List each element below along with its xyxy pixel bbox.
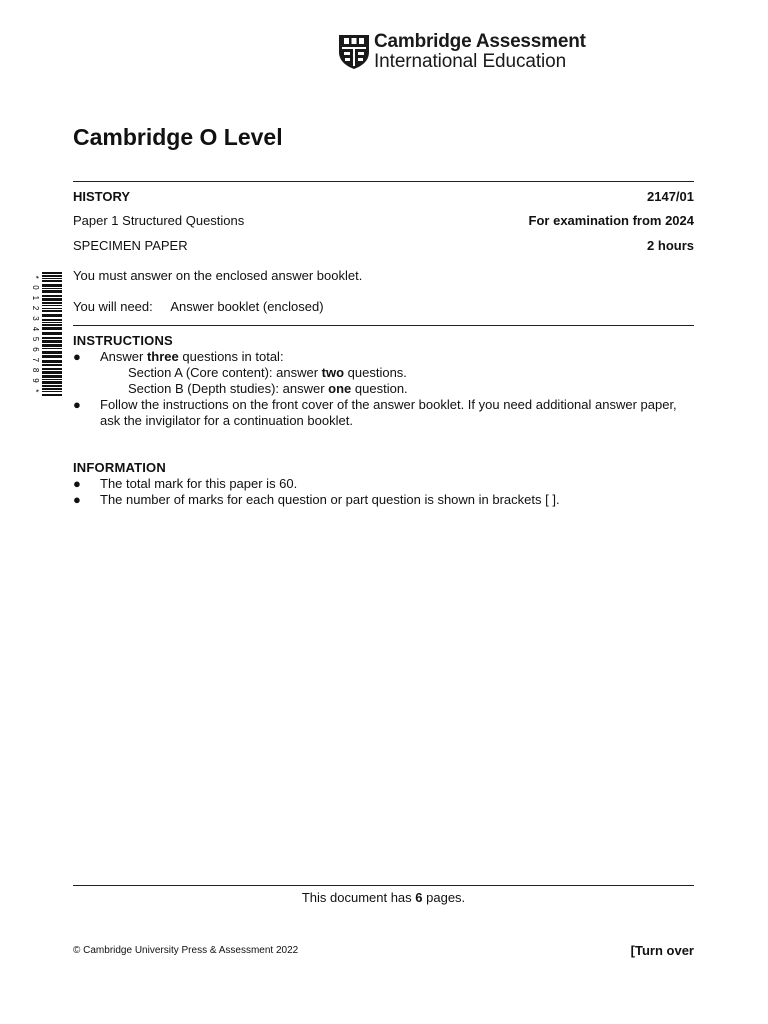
turn-over: [Turn over	[630, 943, 694, 958]
barcode-digit: 8	[30, 367, 40, 373]
instructions-heading: INSTRUCTIONS	[73, 333, 173, 348]
paper-type: SPECIMEN PAPER	[73, 238, 188, 253]
bullet-icon: ●	[73, 349, 81, 364]
barcode-bar	[42, 280, 62, 282]
barcode-bar	[42, 327, 62, 330]
barcode	[30, 272, 62, 396]
barcode-digit: 3	[30, 316, 40, 321]
barcode-bar	[42, 394, 62, 396]
barcode-bar	[42, 324, 62, 326]
logo-line2: International Education	[374, 51, 567, 72]
barcode-digit: 4	[30, 326, 40, 332]
information-heading: INFORMATION	[73, 460, 166, 475]
instr1-pre: Answer	[100, 349, 147, 364]
barcode-bar	[42, 375, 62, 378]
barcode-bar	[42, 314, 62, 317]
barcode-bar	[42, 364, 62, 366]
bullet-icon: ●	[73, 476, 81, 491]
paper-name: Paper 1 Structured Questions	[73, 213, 245, 228]
bullet-icon: ●	[73, 492, 81, 507]
pages-post: pages.	[422, 890, 466, 905]
copyright: © Cambridge University Press & Assessment 2022	[73, 945, 299, 956]
top-divider	[73, 181, 694, 182]
info1-text: The total mark for this paper is 60.	[100, 476, 298, 491]
sa-pre: Section A (Core content): answer	[128, 365, 322, 380]
page-title: Cambridge O Level	[73, 124, 283, 150]
cambridge-logo	[338, 32, 586, 72]
barcode-bar	[42, 385, 62, 387]
barcode-digit: 6	[30, 347, 40, 352]
barcode-digit: 7	[30, 357, 40, 363]
sb-post: question.	[351, 381, 408, 396]
bullet-icon: ●	[73, 397, 81, 412]
pages-pre: This document has	[301, 890, 416, 905]
info2-text: The number of marks for each question or part question is shown in brackets [ ].	[100, 492, 560, 507]
barcode-bar	[42, 360, 62, 363]
barcode-bar	[42, 348, 62, 349]
answer-note: You must answer on the enclosed answer booklet.	[73, 268, 363, 283]
barcode-bar	[42, 332, 62, 335]
barcode-bar	[42, 391, 62, 392]
barcode-bar	[42, 308, 62, 309]
barcode-bar	[42, 284, 62, 287]
sa-bold: two	[321, 365, 345, 380]
barcode-bar	[42, 344, 62, 347]
subject: HISTORY	[73, 189, 131, 204]
barcode-bar	[42, 302, 62, 304]
barcode-digit: 1	[30, 295, 40, 301]
sa-post: questions.	[344, 365, 407, 380]
instr2-line1: Follow the instructions on the front cover of the answer booklet. If you need additional answer paper,	[100, 397, 677, 412]
section-a-line	[128, 365, 407, 381]
barcode-bar	[42, 310, 62, 312]
barcode-bar	[42, 305, 62, 306]
need-row	[73, 299, 324, 314]
barcode-bar	[42, 337, 62, 339]
barcode-bar	[42, 388, 62, 390]
barcode-bar	[42, 298, 62, 301]
barcode-digit: 5	[30, 336, 40, 342]
barcode-bar	[42, 278, 62, 279]
paper-code: 2147/01	[647, 189, 694, 204]
information-item	[73, 476, 694, 492]
barcode-bar	[42, 379, 62, 380]
instr2-line2: ask the invigilator for a continuation booklet.	[100, 413, 353, 428]
page-count	[73, 890, 694, 905]
barcode-bar	[42, 290, 62, 293]
barcode-digit: *	[30, 389, 40, 393]
barcode-digit: 2	[30, 305, 40, 311]
section-b-line	[128, 381, 408, 397]
barcode-bar	[42, 272, 62, 274]
instruction-item	[73, 349, 694, 365]
instruction-item	[73, 397, 694, 429]
barcode-bar	[42, 351, 62, 354]
need-value: Answer booklet (enclosed)	[170, 299, 324, 314]
barcode-digit: *	[30, 275, 40, 279]
barcode-bar	[42, 275, 62, 277]
barcode-bar	[42, 340, 62, 343]
barcode-bar	[42, 368, 62, 370]
mid-divider	[73, 325, 694, 326]
barcode-bar	[42, 288, 62, 289]
barcode-bar	[42, 381, 62, 384]
crest-icon	[338, 34, 370, 70]
pages-count: 6	[415, 890, 423, 905]
duration: 2 hours	[647, 238, 694, 253]
barcode-bar	[42, 371, 62, 374]
sb-bold: one	[328, 381, 352, 396]
barcode-digit: 0	[30, 285, 40, 290]
information-item	[73, 492, 694, 508]
instr1-bold: three	[146, 349, 179, 364]
footer-divider	[73, 885, 694, 886]
barcode-bar	[42, 355, 62, 358]
barcode-bar	[42, 322, 62, 323]
barcode-bar	[42, 319, 62, 321]
logo-line1: Cambridge Assessment	[374, 31, 586, 52]
sb-pre: Section B (Depth studies): answer	[128, 381, 329, 396]
barcode-bar	[42, 295, 62, 297]
instr1-post: questions in total:	[178, 349, 284, 364]
exam-from: For examination from 2024	[528, 213, 694, 228]
need-label: You will need:	[73, 299, 153, 314]
barcode-digit: 9	[30, 378, 40, 383]
